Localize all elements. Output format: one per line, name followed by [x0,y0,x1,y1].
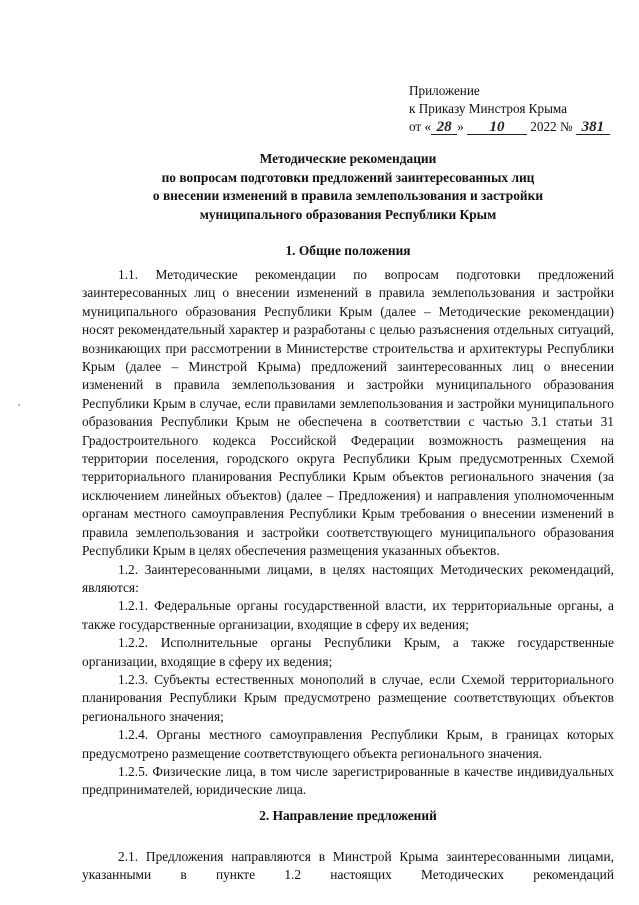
order-number-field [576,120,610,135]
paragraph-1-2-2: 1.2.2. Исполнительные органы Республики Крым, а также государственные организации, входящие в сферу их ведения; [82,635,614,669]
date-mid: » [457,119,464,134]
section-2-heading: 2. Направление предложений [259,808,437,823]
paragraph-1-2-5: 1.2.5. Физические лица, в том числе зарегистрированные в качестве индивидуальных предпринимателей, юридические лица. [82,763,614,798]
document-title [82,150,614,224]
paragraph-1-2-4: 1.2.4. Органы местного самоуправления Республики Крым, в границах которых предусмотрено размещение соответствующего объекта регионального значения. [82,727,614,761]
section-1-heading: 1. Общие положения [285,243,411,258]
date-prefix: от « [409,119,432,134]
title-line-2: по вопросам подготовки предложений заинтересованных лиц [161,169,535,185]
annex-label: Приложение [409,83,480,98]
date-month-handwritten: 10 [489,119,505,135]
title-line-1: Методические рекомендации [259,151,437,166]
annex-block [409,82,631,136]
annex-date-line [409,118,631,136]
annex-order-ref: к Приказу Минстроя Крыма [409,101,568,116]
paragraph-1-1: 1.1. Методические рекомендации по вопросам подготовки предложений заинтересованных лиц о внесении изменений в правила землепользования и застройки муниципального образования Республики Крым (далее – Методические рекомендации) носят рекомендательный характер и разработаны с целью разъяснения отдельных ситуаций, возникающих при рассмотрении в Министерстве строительства и архитектуры Республики Крым (далее – Минстрой Крыма) предложений заинтересованных лиц о внесении изменений в правила землепользования и застройки муниципального образования Республики Крым в случае, если правилами землепользования и застройки муниципального образования Республики Крым не обеспечена в соответствии с частью 3.1 статьи 31 Градостроительного кодекса Российской Федерации возможность размещения на территории поселения, городского округа Республики Крым предусмотренных Схемой территориального планирования Республики Крым объектов регионального значения (за исключением линейных объектов) (далее – Предложения) и направления уполномоченным органам местного самоуправления Республики Крым требования о внесении изменений в правила землепользования и застройки соответствующего муниципального образования Республики Крым в целях обеспечения размещения указанных объектов. [82,267,614,559]
date-day-handwritten: 28 [436,119,452,135]
paragraph-2-1: 2.1. Предложения направляются в Минстрой Крыма заинтересованными лицами, указанными в пункте 1.2 настоящих Методических рекомендаций [82,849,614,883]
date-month-field [467,120,527,135]
scan-speck [18,404,20,406]
title-line-4: муниципального образования Республики Крым [199,206,497,222]
title-line-3: о внесении изменений в правила землепользования и застройки [152,188,544,203]
date-day-field [431,120,457,135]
section-1-body [82,266,614,800]
paragraph-1-2-3: 1.2.3. Субъекты естественных монополий в случае, если Схемой территориального планирования Республики Крым предусмотрено размещение соответствующих объектов регионального значения; [82,671,614,724]
paragraph-1-2: 1.2. Заинтересованными лицами, в целях настоящих Методических рекомендаций, являются: [82,561,614,595]
date-year-label: 2022 № [530,119,573,134]
paragraph-1-2-1: 1.2.1. Федеральные органы государственной власти, их территориальные органы, а также государственные организации, входящие в сферу их ведения; [82,598,614,632]
order-number-handwritten: 381 [581,119,605,135]
